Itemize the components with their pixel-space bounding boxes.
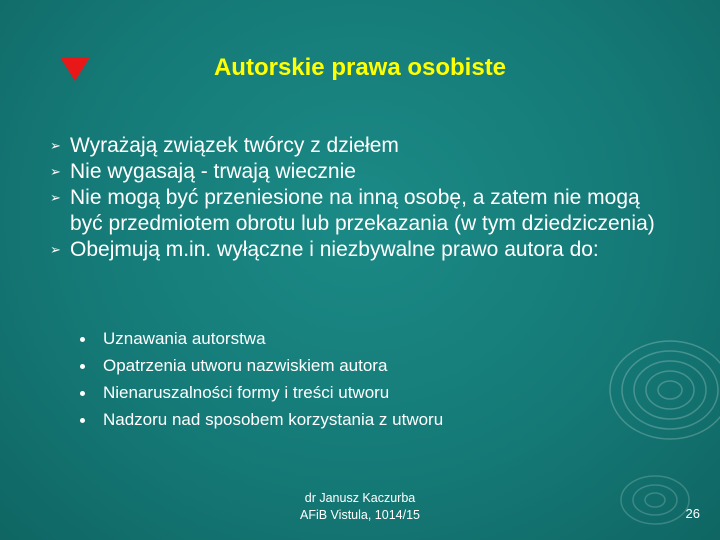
arrow-right-bullet-icon: ➢ — [50, 164, 61, 179]
dot-bullet-icon — [80, 337, 85, 342]
arrow-right-bullet-icon: ➢ — [50, 138, 61, 153]
list-item — [0, 237, 670, 263]
sub-list-item — [0, 379, 720, 406]
ripple-decoration-small — [610, 465, 700, 535]
list-item — [0, 159, 670, 185]
bullet-text: Wyrażają związek twórcy z dziełem — [70, 134, 399, 157]
footer-author — [260, 490, 460, 524]
sub-list-item — [0, 325, 720, 352]
sub-bullet-text: Opatrzenia utworu nazwiskiem autora — [103, 356, 388, 375]
bullet-text: Obejmują m.in. wyłączne i niezbywalne prawo autora do: — [70, 238, 599, 261]
slide-title: Autorskie prawa osobiste — [213, 54, 507, 81]
bullet-text: Nie wygasają - trwają wiecznie — [70, 160, 356, 183]
arrow-right-bullet-icon: ➢ — [50, 190, 61, 205]
sub-bullet-text: Nienaruszalności formy i treści utworu — [103, 383, 390, 402]
page-number: 26 — [685, 506, 700, 521]
footer-author-affiliation: AFiB Vistula, 1014/15 — [300, 508, 420, 522]
footer-author-name: dr Janusz Kaczurba — [304, 491, 416, 505]
dot-bullet-icon — [80, 391, 85, 396]
sub-list-item — [0, 406, 720, 433]
sub-bullet-text: Nadzoru nad sposobem korzystania z utworu — [103, 410, 444, 429]
bullet-text: Nie mogą być przeniesione na inną osobę, a zatem nie mogą być przedmiotem obrotu lub przekazania (w tym dziedziczenia) — [70, 186, 655, 235]
sub-bullet-list — [0, 325, 720, 433]
arrow-right-bullet-icon: ➢ — [50, 242, 61, 257]
sub-list-item — [0, 352, 720, 379]
sub-bullet-text: Uznawania autorstwa — [103, 329, 266, 348]
main-bullet-list — [0, 133, 720, 263]
list-item — [0, 133, 670, 159]
dot-bullet-icon — [80, 418, 85, 423]
triangle-down-icon — [60, 57, 90, 81]
dot-bullet-icon — [80, 364, 85, 369]
list-item — [0, 185, 670, 237]
